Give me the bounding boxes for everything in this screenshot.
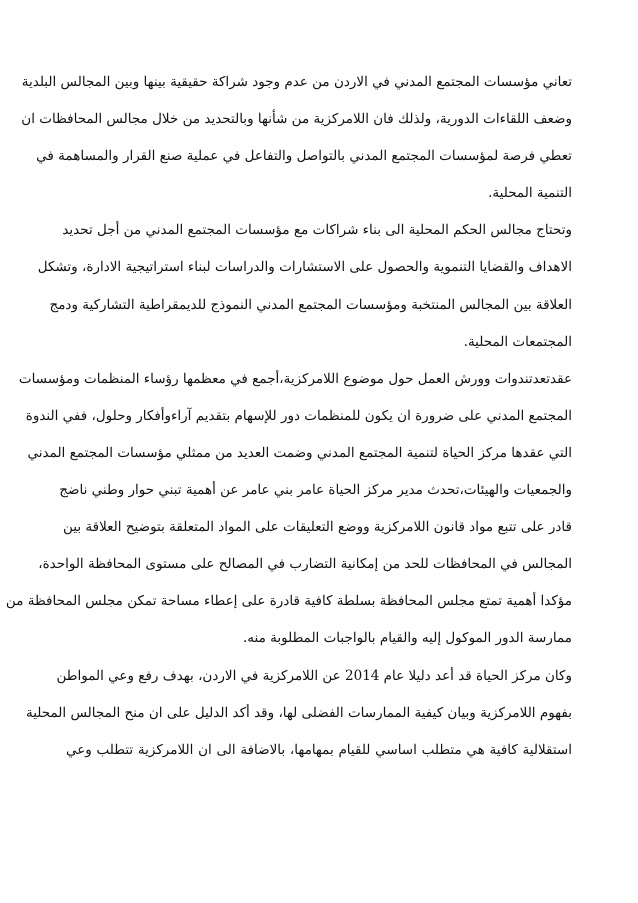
- text-line: المجتمعات المحلية.: [463, 333, 572, 350]
- paragraph-1: [21, 70, 572, 205]
- text-line: قادر على تتبع مواد قانون اللامركزية ووضع التعليقات على المواد المتعلقة بتوضيح العلاقة بين: [63, 519, 572, 536]
- text-line: المجتمع المدني على ضرورة ان يكون للمنظمات دور للإسهام بتقديم آراءوأفكار وحلول، ففي الندوة: [25, 407, 572, 424]
- text-line: تعطي فرصة لمؤسسات المجتمع المدني بالتواصل والتفاعل في عملية صنع القرار والمساهمة في: [36, 148, 572, 165]
- text-line: والجمعيات والهيئات،تحدث مدير مركز الحياة عامر بني عامر عن أهمية تبني حوار وطني ناضج: [59, 482, 572, 499]
- text-line: استقلالية كافية هي متطلب اساسي للقيام بمهامها، بالاضافة الى ان اللامركزية تتطلب وعي: [66, 741, 572, 758]
- paragraph-3: [5, 367, 572, 651]
- text-line: وضعف اللقاءات الدورية، ولذلك فان اللامركزية من شأنها وبالتحديد من خلال مجالس المحافظات ان: [21, 111, 572, 128]
- document-page: [5, 70, 572, 903]
- paragraph-2: [37, 218, 572, 353]
- text-line: التي عقدها مركز الحياة لتنمية المجتمع المدني وضمت العديد من ممثلي مؤسسات المجتمع المدني: [27, 444, 572, 461]
- text-line: عقدتعدتندوات وورش العمل حول موضوع اللامركزية،أجمع في معظمها رؤساء المنظمات ومؤسسات: [18, 370, 572, 387]
- text-line: العلاقة بين المجالس المنتخبة ومؤسسات المجتمع المدني النموذج للديمقراطية التشاركية ودمج: [49, 296, 572, 313]
- text-line: بفهوم اللامركزية وبيان كيفية الممارسات الفضلى لها، وقد أكد الدليل على ان منح المجالس المحلية: [25, 704, 572, 721]
- text-line: المجالس في المحافظات للحد من إمكانية التضارب في المصالح على مستوى المحافظة الواحدة،: [38, 556, 572, 573]
- text-line: التنمية المحلية.: [488, 185, 572, 202]
- text-line: وتحتاج مجالس الحكم المحلية الى بناء شراكات مع مؤسسات المجتمع المدني من أجل تحديد: [62, 222, 572, 239]
- text-line: وكان مركز الحياة قد أعد دليلا عام 2014 عن اللامركزية في الاردن، بهدف رفع وعي المواطن: [56, 667, 572, 684]
- text-line: ممارسة الدور الموكول إليه والقيام بالواجبات المطلوبة منه.: [243, 630, 572, 647]
- paragraph-4: [25, 664, 572, 762]
- text-line: مؤكدا أهمية تمتع مجلس المحافظة بسلطة كافية قادرة على إعطاء مساحة تمكن مجلس المحافظة من: [5, 593, 572, 610]
- text-line: تعاني مؤسسات المجتمع المدني في الاردن من عدم وجود شراكة حقيقية بينها وبين المجالس البلدية: [21, 74, 572, 90]
- text-line: الاهداف والقضايا التنموية والحصول على الاستشارات والدراسات لبناء استراتيجية الادارة، وتشكل: [37, 259, 572, 276]
